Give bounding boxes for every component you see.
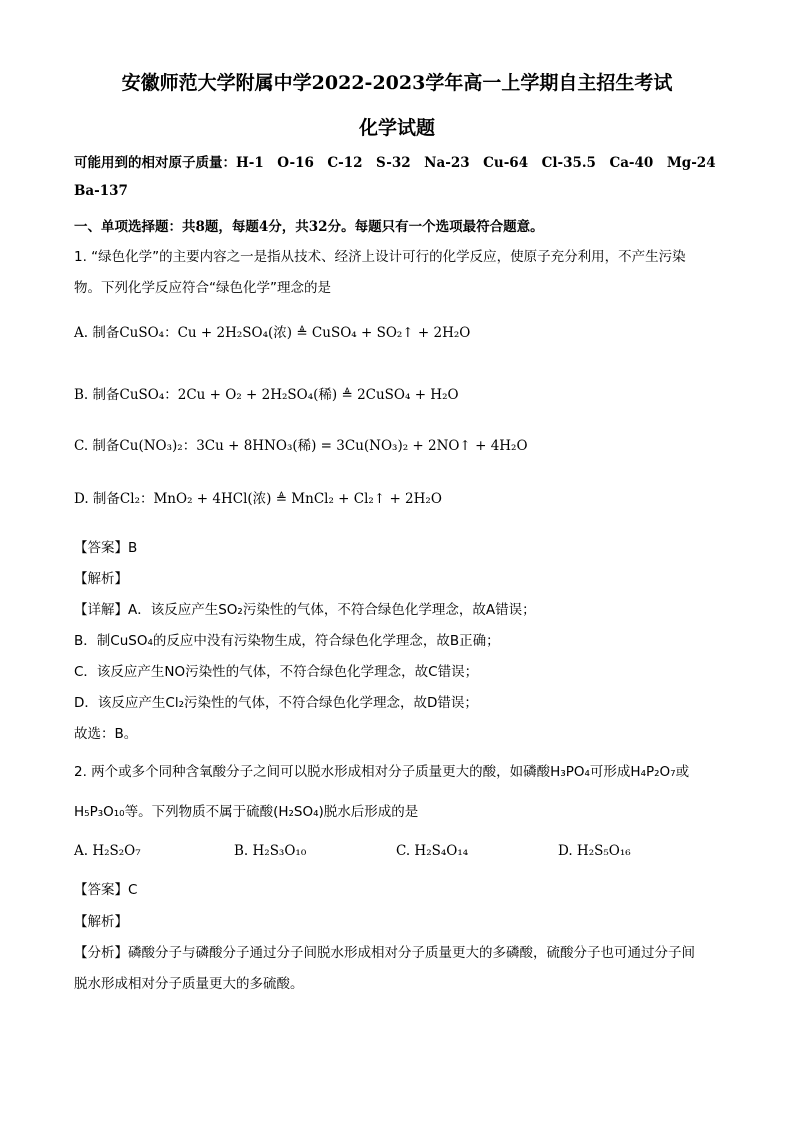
q2-analysis-line-2: 脱水形成相对分子质量更大的多硫酸。: [74, 976, 304, 992]
q1-detail-line-3: C．该反应产生NO污染性的气体，不符合绿色化学理念，故C错误；: [74, 664, 479, 680]
q2-stem-line-2: H₅P₃O₁₀等。下列物质不属于硫酸(H₂SO₄)脱水后形成的是: [74, 804, 419, 820]
q1-detail-line-4: D．该反应产生Cl₂污染性的气体，不符合绿色化学理念，故D错误；: [74, 695, 478, 711]
q2-option-b: B. H₂S₃O₁₀: [234, 843, 307, 859]
q2-answer: 【答案】C: [74, 882, 138, 898]
q2-option-a: A. H₂S₂O₇: [74, 843, 141, 859]
q2-stem-line-1: 2. 两个或多个同种含氧酸分子之间可以脱水形成相对分子质量更大的酸，如磷酸H₃PO₄可形成H₄P₂O₇或: [74, 764, 690, 780]
q1-option-b: B. 制备CuSO₄：2Cu + O₂ + 2H₂SO₄(稀) ≜ 2CuSO₄ + H₂O: [74, 387, 459, 403]
q2-option-d: D. H₂S₅O₁₆: [558, 843, 631, 859]
q1-stem-line-2: 物。下列化学反应符合“绿色化学”理念的是: [74, 280, 331, 296]
exam-subtitle: 化学试题: [358, 117, 435, 139]
q1-answer: 【答案】B: [74, 540, 138, 556]
exam-title: 安徽师范大学附属中学2022-2023学年高一上学期自主招生考试: [121, 72, 673, 94]
q2-analysis-line-1: 【分析】磷酸分子与磷酸分子通过分子间脱水形成相对分子质量更大的多磷酸，硫酸分子也可通过分子间: [74, 945, 695, 961]
q1-option-d: D. 制备Cl₂：MnO₂ + 4HCl(浓) ≜ MnCl₂ + Cl₂↑ + 2H₂O: [74, 491, 442, 507]
q1-analysis-label: 【解析】: [74, 571, 128, 587]
q1-detail-line-2: B．制CuSO₄的反应中没有污染物生成，符合绿色化学理念，故B正确；: [74, 633, 500, 649]
q1-detail-line-5: 故选：B。: [74, 726, 138, 742]
atomic-mass-line-2: Ba-137: [74, 183, 128, 199]
q1-option-a: A. 制备CuSO₄：Cu + 2H₂SO₄(浓) ≜ CuSO₄ + SO₂↑ + 2H₂O: [74, 325, 471, 341]
q2-option-c: C. H₂S₄O₁₄: [396, 843, 469, 859]
atomic-mass-line-1: 可能用到的相对原子质量：H-1 O-16 C-12 S-32 Na-23 Cu-64 Cl-35.5 Ca-40 Mg-24: [74, 155, 716, 171]
q1-stem-line-1: 1. “绿色化学”的主要内容之一是指从技术、经济上设计可行的化学反应，使原子充分利用，不产生污染: [74, 249, 686, 265]
q1-detail-line-1: 【详解】A．该反应产生SO₂污染性的气体，不符合绿色化学理念，故A错误；: [74, 602, 536, 618]
section-heading: 一、单项选择题：共8题，每题4分，共32分。每题只有一个选项最符合题意。: [74, 219, 544, 235]
q2-analysis-label: 【解析】: [74, 914, 128, 930]
q1-option-c: C. 制备Cu(NO₃)₂：3Cu + 8HNO₃(稀) = 3Cu(NO₃)₂ + 2NO↑ + 4H₂O: [74, 438, 528, 454]
